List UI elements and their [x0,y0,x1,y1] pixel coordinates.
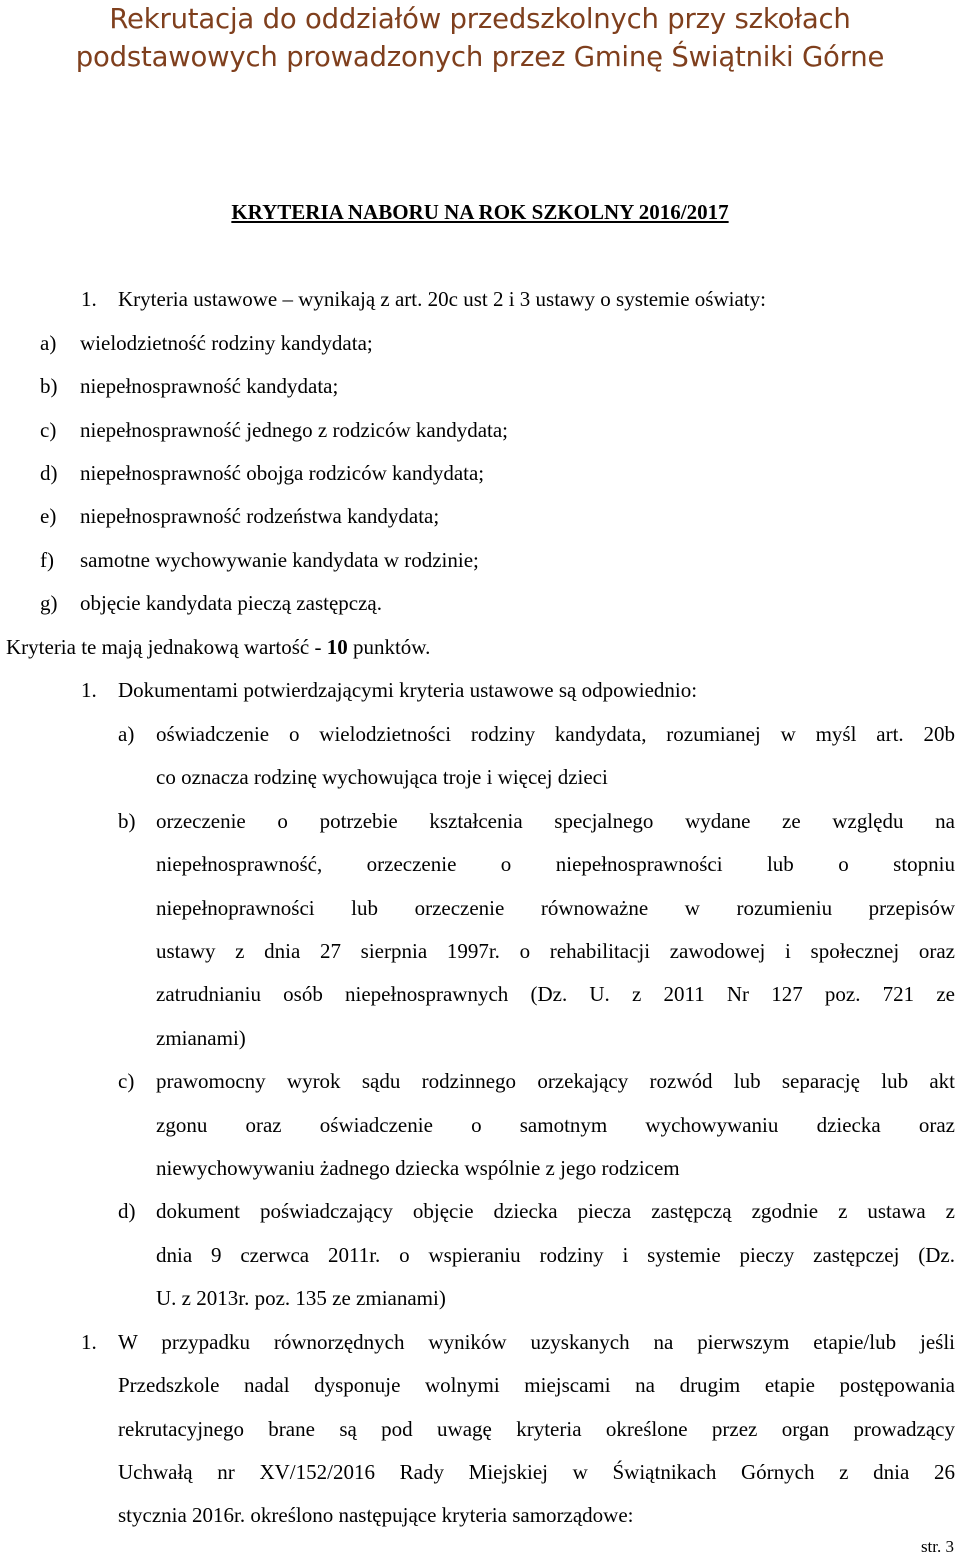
points-text-post: punktów. [347,635,431,659]
list-item-text: niepełnosprawność rodzeństwa kandydata; [80,504,440,528]
list-item-label: a) [118,722,135,746]
list-item-label: a) [40,331,57,355]
header-line-2: podstawowych prowadzonych przez Gminę Świątniki Górne [75,41,885,73]
section2-text: Dokumentami potwierdzającymi kryteria ustawowe są odpowiednio: [118,678,698,702]
list-item-line: dnia 9 czerwca 2011r. o wspieraniu rodziny i systemie pieczy zastępczej (Dz. [156,1243,955,1267]
list-item-line: co oznacza rodzinę wychowująca troje i więcej dzieci [156,765,608,789]
section3-number: 1. [81,1330,97,1354]
section2-number: 1. [81,678,97,702]
list-item-line: zgonu oraz oświadczenie o samotnym wychowywaniu dziecka oraz [156,1113,955,1137]
section3-line: rekrutacyjnego brane są pod uwagę kryteria określone przez organ prowadzący [118,1417,955,1441]
points-statement [6,634,430,660]
list-item-label: c) [118,1069,135,1093]
page-number: str. 3 [920,1537,954,1556]
list-item-label: c) [40,418,57,442]
list-item-label: b) [118,809,136,833]
list-item-line: oświadczenie o wielodzietności rodziny kandydata, rozumianej w myśl art. 20b [156,722,955,746]
document-header [0,0,960,76]
section3-line: Przedszkole nadal dysponuje wolnymi miejscami na drugim etapie postępowania [118,1373,955,1397]
list-item-line: dokument poświadczający objęcie dziecka piecza zastępczą zgodnie z ustawa z [156,1199,955,1223]
list-item-line: niepełnoprawności lub orzeczenie równoważne w rozumieniu przepisów [156,896,955,920]
section3-line: stycznia 2016r. określono następujące kryteria samorządowe: [118,1503,634,1527]
document-title: KRYTERIA NABORU NA ROK SZKOLNY 2016/2017 [231,200,729,224]
list-item-line: prawomocny wyrok sądu rodzinnego orzekający rozwód lub separację lub akt [156,1069,955,1093]
section3-line: Uchwałą nr XV/152/2016 Rady Miejskiej w Świątnikach Górnych z dnia 26 [118,1460,955,1484]
points-value: 10 [326,635,348,659]
list-item-text: objęcie kandydata pieczą zastępczą. [80,591,382,615]
list-item-label: f) [40,548,54,572]
section3-line: W przypadku równorzędnych wyników uzyskanych na pierwszym etapie/lub jeśli [118,1330,955,1354]
list-item-text: niepełnosprawność jednego z rodziców kandydata; [80,418,509,442]
list-item-line: niewychowywaniu żadnego dziecka wspólnie z jego rodzicem [156,1156,680,1180]
section1-text: Kryteria ustawowe – wynikają z art. 20c ust 2 i 3 ustawy o systemie oświaty: [118,287,766,311]
list-item-label: d) [118,1199,136,1223]
list-item-line: zmianami) [156,1026,246,1050]
list-item-text: wielodzietność rodziny kandydata; [80,331,373,355]
list-item-label: g) [40,591,58,615]
list-item-text: niepełnosprawność obojga rodziców kandydata; [80,461,485,485]
list-item-label: b) [40,374,58,398]
list-item-line: orzeczenie o potrzebie kształcenia specjalnego wydane ze względu na [156,809,955,833]
list-item-line: niepełnosprawność, orzeczenie o niepełnosprawności lub o stopniu [156,852,955,876]
list-item-label: e) [40,504,57,528]
list-item-text: niepełnosprawność kandydata; [80,374,339,398]
section1-number: 1. [81,287,97,311]
list-item-label: d) [40,461,58,485]
list-item-line: U. z 2013r. poz. 135 ze zmianami) [156,1286,446,1310]
list-item-line: ustawy z dnia 27 sierpnia 1997r. o rehabilitacji zawodowej i społecznej oraz [156,939,955,963]
list-item-text: samotne wychowywanie kandydata w rodzinie; [80,548,479,572]
list-item-line: zatrudnianiu osób niepełnosprawnych (Dz. U. z 2011 Nr 127 poz. 721 ze [156,982,955,1006]
points-text-pre: Kryteria te mają jednakową wartość - [6,635,327,659]
header-line-1: Rekrutacja do oddziałów przedszkolnych przy szkołach [109,3,851,35]
